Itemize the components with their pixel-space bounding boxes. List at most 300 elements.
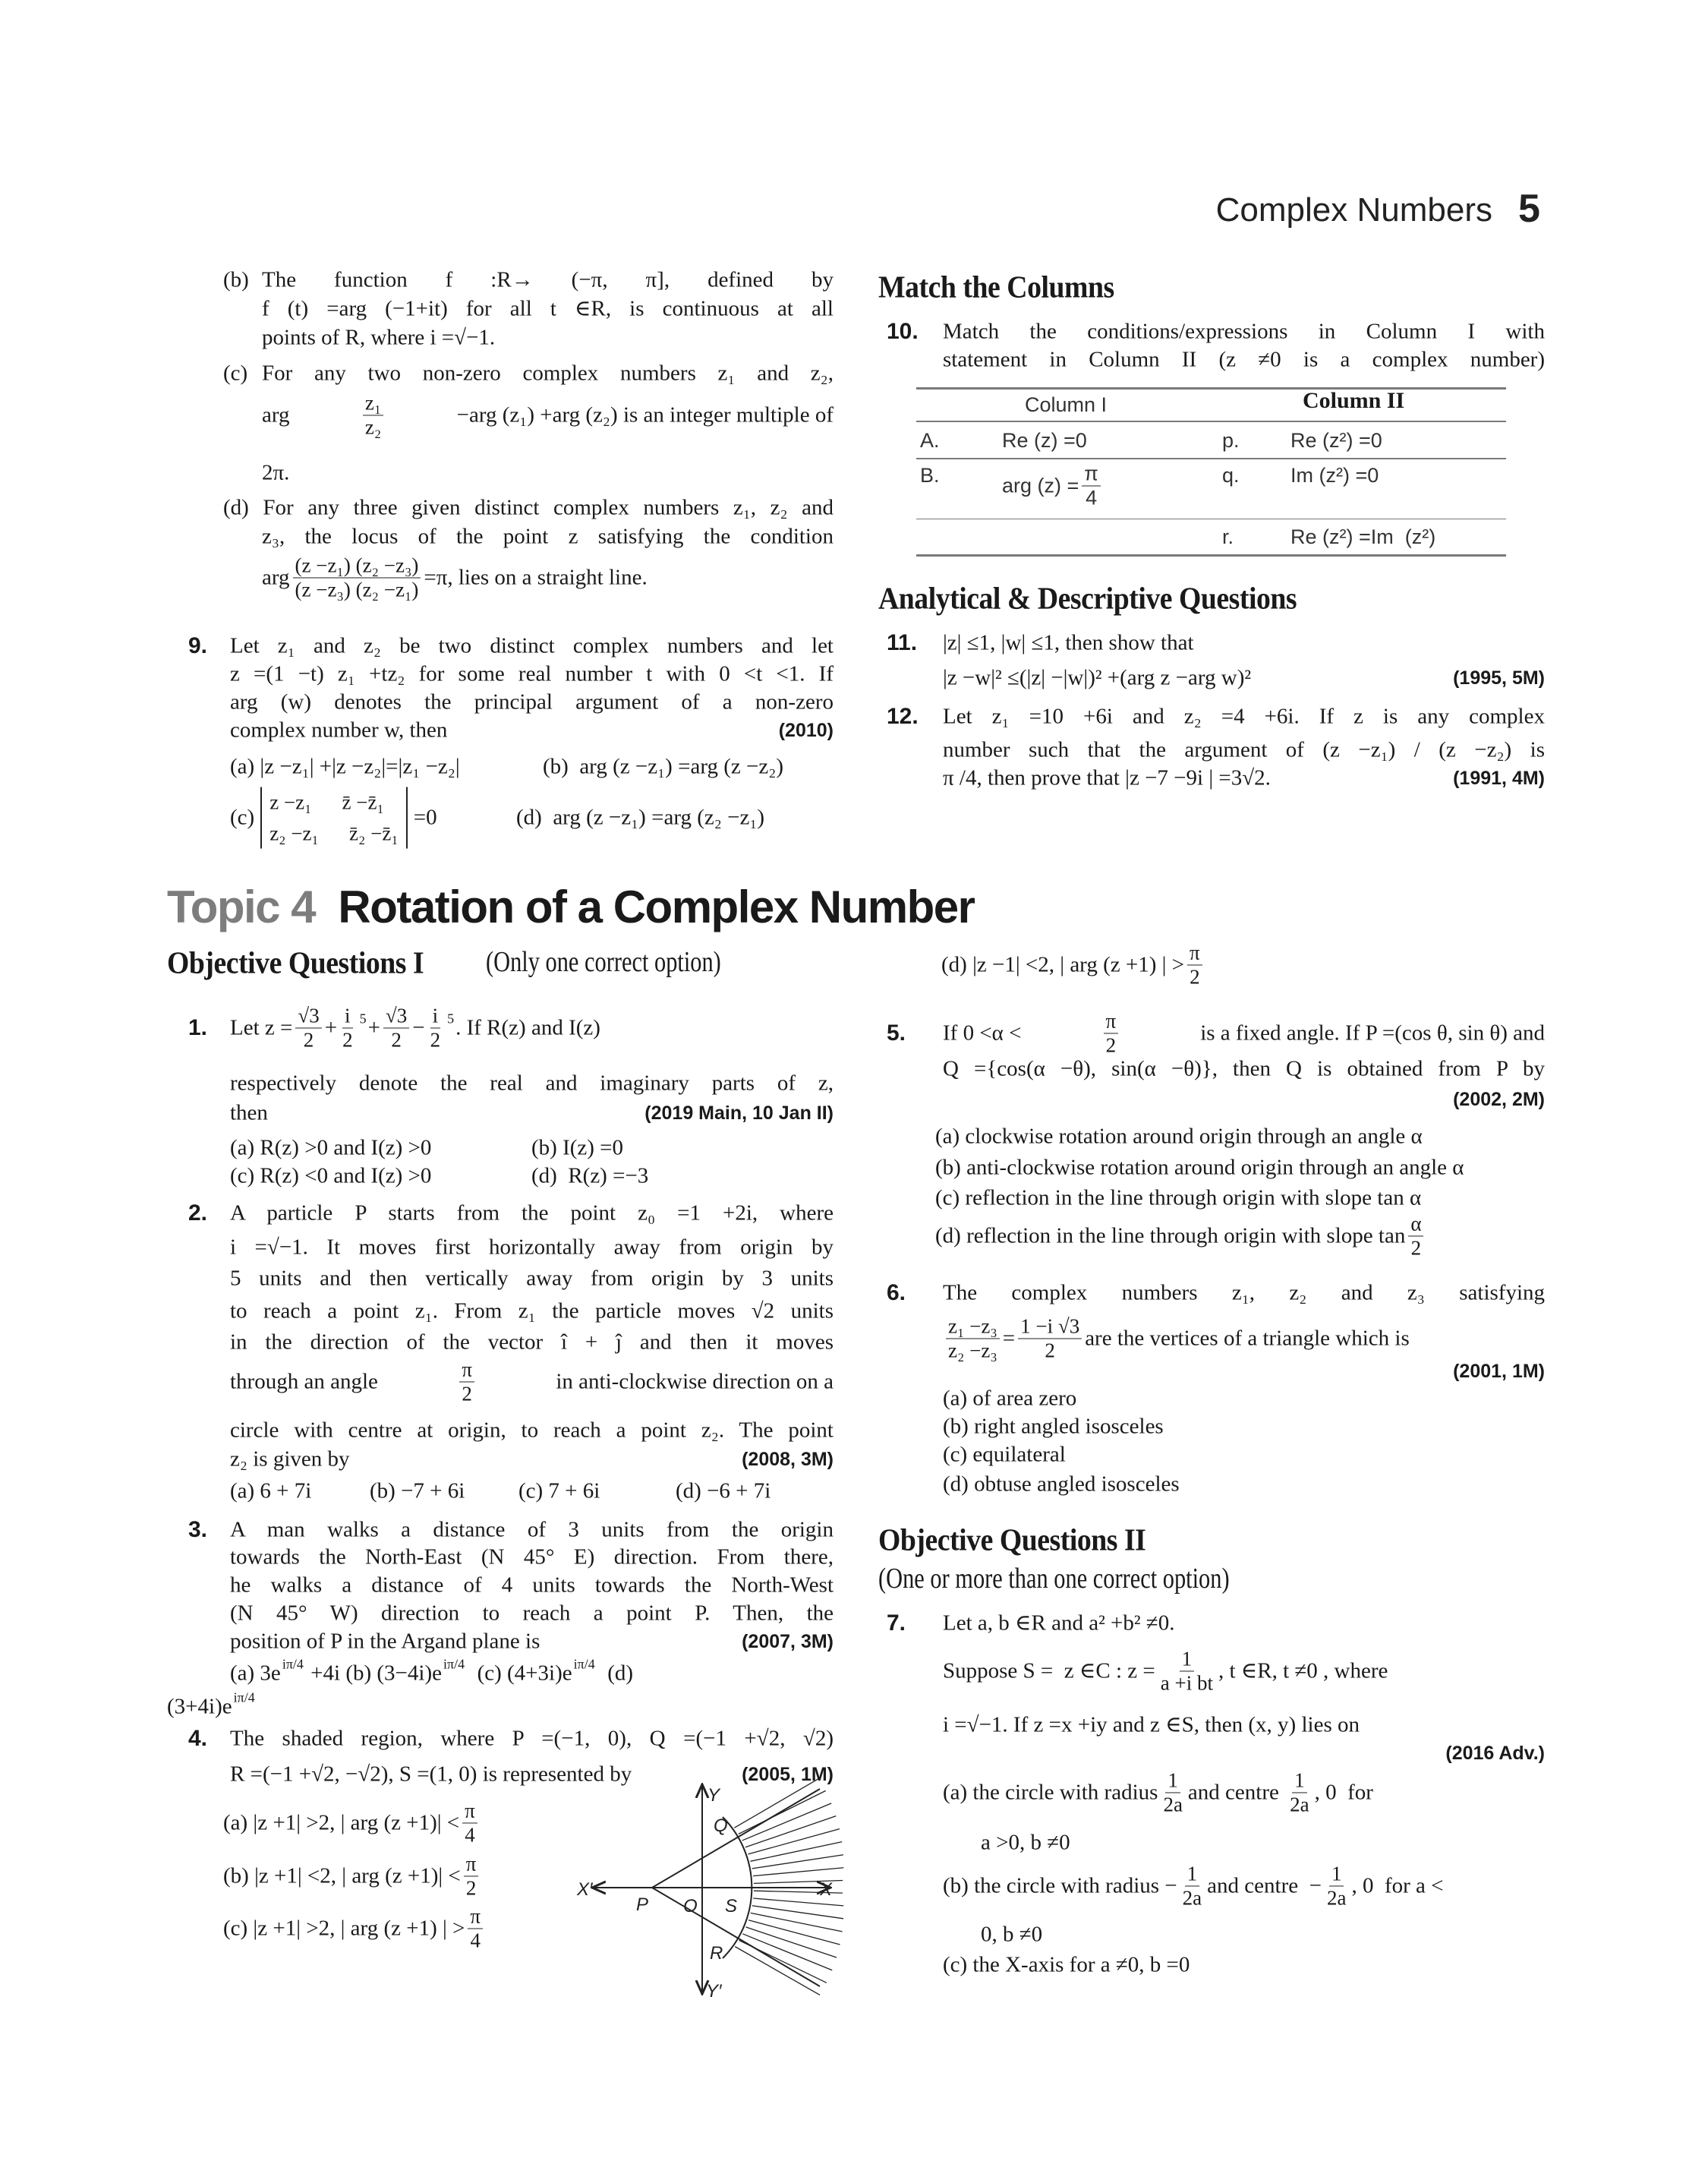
obj1-subtitle: (Only one correct option) (486, 946, 721, 979)
q8-c_den: z₂ (364, 415, 382, 439)
q8-c_l3-line (262, 460, 289, 487)
q8-d_arg-line (262, 554, 648, 601)
q3-l2: towards the North-East (N 45° E) direction. From there, (230, 1544, 834, 1569)
q9-l3: arg (w) denotes the principal argument of a non-zero (230, 689, 834, 715)
q10-col1-line (1025, 393, 1107, 417)
obj1-title-line (167, 944, 424, 981)
q9-opt_d-line (516, 805, 764, 831)
q7-opt_c-line (943, 1952, 1190, 1979)
q5-l1a-line (943, 1009, 1545, 1057)
ray-PQ (652, 1789, 820, 1888)
q3-source: (2007, 3M) (742, 1631, 834, 1652)
q12-source: (1991, 4M) (1453, 768, 1545, 789)
q10-num: 10. (887, 319, 919, 344)
q7-num: 7. (887, 1610, 906, 1636)
q10-rows-0-opt: p. (1222, 428, 1240, 452)
q3-l5-line (230, 1629, 540, 1655)
q4-source: (2005, 1M) (742, 1764, 834, 1785)
q1-l3-line (230, 1100, 268, 1127)
obj2-subtitle: (One or more than one correct option) (878, 1563, 1230, 1595)
q1-let: Let z = (230, 1015, 293, 1040)
q7-opt_c: (c) the X-axis for a ≠0, b =0 (943, 1952, 1190, 1977)
q1-l2: respectively denote the real and imaginary parts of z, (230, 1071, 834, 1096)
q1-opt_a-line (230, 1135, 431, 1162)
q8-c_arg: arg (262, 402, 290, 427)
q7-opt_b3: , 0 for a < (1351, 1873, 1444, 1898)
q7-l3-line (943, 1712, 1360, 1739)
fraction (464, 1852, 479, 1900)
q8-b_l1-line (262, 267, 834, 294)
q5-l2: Q ={cos(α −θ), sin(α −θ)}, then Q is obtained from P by (943, 1056, 1545, 1081)
q9-source: (2010) (778, 720, 834, 741)
q10-rows-1-stmt: Im (z²) =0 (1290, 463, 1379, 487)
q12-l3-line (943, 765, 1271, 792)
q4-pi: π (1187, 941, 1202, 965)
q4-opt_d-line (941, 941, 1205, 989)
q4-num: 4. (188, 1726, 208, 1751)
q2-l6a: through an angle (230, 1369, 378, 1394)
q10-rows-0-expr-line (1002, 428, 1087, 453)
q2-opt_b-line (370, 1478, 465, 1505)
q3-l2-line (230, 1544, 834, 1571)
q1-f4d: 2 (430, 1028, 441, 1052)
q10-rows-1-expr-line (1002, 462, 1104, 509)
q8-d_l2-line (262, 524, 834, 550)
q6-opt_a: (a) of area zero (943, 1386, 1077, 1411)
fraction (363, 391, 383, 439)
q5-l1n: π (1104, 1009, 1119, 1033)
q7-source-line (1445, 1742, 1545, 1765)
q6-l2: are the vertices of a triangle which is (1085, 1326, 1410, 1351)
det-equals: =0 (413, 805, 437, 830)
q3-l5: position of P in the Argand plane is (230, 1629, 540, 1654)
q9-l4: complex number w, then (230, 718, 448, 743)
q3-opt_a-line (230, 1656, 634, 1687)
q1-opt_a: (a) R(z) >0 and I(z) >0 (230, 1135, 432, 1160)
q2-num: 2. (188, 1200, 208, 1226)
q6-eq: = (1002, 1326, 1016, 1351)
fraction (1104, 1009, 1119, 1057)
fraction (459, 1358, 474, 1405)
q7-num-line (887, 1610, 906, 1637)
q7-l3: i =√−1. If z =x +iy and z ∈S, then (x, y) lies on (943, 1712, 1360, 1737)
q2-num-line (188, 1200, 207, 1227)
q1-l3: then (230, 1100, 268, 1125)
q10-col2: Column II (1303, 388, 1405, 413)
q8-b_l2-line (262, 296, 834, 323)
topic-number: Topic 4 (167, 882, 316, 932)
q1-opt_b: (b) I(z) =0 (531, 1135, 624, 1160)
q8-b_l3-line (262, 325, 495, 352)
label-P: P (636, 1894, 649, 1915)
q11-source: (1995, 5M) (1453, 667, 1545, 689)
q12-l1-line (943, 704, 1545, 730)
fraction (1158, 1647, 1215, 1695)
q10-l2-line (943, 347, 1545, 374)
fraction (383, 1004, 409, 1052)
q10-rows-0-stmt-line (1290, 428, 1382, 453)
q9-num: 9. (188, 633, 208, 658)
q6-opt_d: (d) obtuse angled isosceles (943, 1472, 1180, 1497)
q1-opt_d-line (531, 1163, 648, 1190)
q2-l8-line (230, 1446, 350, 1473)
q7-l1-line (943, 1610, 1174, 1637)
fraction (293, 554, 421, 601)
q5-num-line (887, 1020, 906, 1047)
hatch-line (734, 1778, 818, 1828)
q8-b_l1: The function f :R→ (−π, π], defined by (262, 267, 834, 292)
q2-l5-line (230, 1330, 834, 1356)
q7-fn: 1 (1329, 1862, 1344, 1886)
q1-let-line (230, 1004, 600, 1052)
q11-num: 11. (887, 630, 918, 655)
q7-opt_a4-line (981, 1830, 1070, 1856)
q4-opt_d: (d) |z −1| <2, | arg (z +1) | > (941, 952, 1185, 977)
q5-source: (2002, 2M) (1453, 1089, 1545, 1110)
q1-l2-line (230, 1071, 834, 1097)
analytical-title-line (878, 579, 1297, 617)
q7-fn: 1 (1165, 1768, 1180, 1793)
label-X-prime: X′ (577, 1879, 593, 1900)
fraction (946, 1314, 1000, 1362)
obj2-title: Objective Questions II (878, 1522, 1146, 1557)
q9-opt_d: (d) arg (z −z₁) =arg (z₂ −z₁) (516, 805, 765, 830)
fraction (1082, 462, 1101, 509)
q8-c_rest: −arg (z₁) +arg (z₂) is an integer multiple of (456, 402, 834, 427)
hatch-line (751, 1913, 843, 1932)
q9-l2: z =(1 −t) z₁ +tz₂ for some real number t with 0 <t <1. If (230, 661, 834, 686)
q8-b_l2: f (t) =arg (−1+it) for all t ∈R, is continuous at all (262, 296, 834, 321)
q1-opt_b-line (531, 1135, 623, 1162)
q6-source: (2001, 1M) (1453, 1361, 1545, 1382)
q11-l1: |z| ≤1, |w| ≤1, then show that (943, 630, 1194, 655)
fraction (295, 1004, 321, 1052)
q7-opt_b2: and centre − (1207, 1873, 1322, 1898)
q2-opt_d: (d) −6 + 7i (676, 1478, 771, 1503)
q6-f1d: z₂ −z₃ (948, 1339, 997, 1362)
q10-rows-1-key-line (920, 463, 940, 487)
q8-d_rest: =π, lies on a straight line. (424, 565, 648, 590)
hatch-line (752, 1855, 843, 1869)
det-cell: z₂ −z₁ (269, 822, 319, 844)
q3-num: 3. (188, 1517, 208, 1542)
det-cell: z −z₁ (269, 790, 312, 814)
q1-plus2: + (367, 1015, 380, 1040)
label-X: X (820, 1879, 833, 1900)
q2-source: (2008, 3M) (742, 1449, 834, 1470)
q12-num-line (887, 703, 919, 730)
q12-source-line (1453, 767, 1545, 790)
q4-l1-line (230, 1726, 834, 1752)
hatch-line (735, 1947, 820, 1995)
q3-l4-line (230, 1601, 834, 1627)
q3-opt_a: (a) 3e (230, 1661, 281, 1686)
q8-b_l3: points of R, where i =√−1. (262, 325, 496, 350)
q6-opt_c: (c) equilateral (943, 1442, 1066, 1467)
q7-l2a-line (943, 1647, 1388, 1695)
q3-num-line (188, 1516, 207, 1544)
q10-rows-1-key: B. (920, 463, 940, 487)
q6-num-line (887, 1279, 906, 1307)
q5-opt_b-line (935, 1155, 1464, 1181)
q4-pi: π (468, 1904, 483, 1929)
q4-pi: π (464, 1852, 479, 1876)
q7-l2b: , t ∈R, t ≠0 , where (1218, 1658, 1388, 1683)
q3-l3-line (230, 1573, 834, 1599)
q11-l1-line (943, 630, 1194, 657)
q3-opt_c: (c) (4+3i)e (466, 1661, 572, 1686)
q4-opt_c: (c) |z +1| >2, | arg (z +1) | > (223, 1916, 465, 1941)
q2-l4: to reach a point z₁. From z₁ the particle moves √2 units (230, 1298, 834, 1323)
q1-source: (2019 Main, 10 Jan II) (644, 1103, 834, 1124)
q10-col1: Column I (1025, 393, 1108, 416)
q12-num: 12. (887, 704, 919, 729)
fraction (1408, 1212, 1423, 1260)
q5-opt_b: (b) anti-clockwise rotation around origin through an angle α (935, 1155, 1464, 1180)
q10-rows-2-opt: r. (1222, 525, 1234, 548)
q10-rows-1-expr_den: 4 (1086, 486, 1098, 509)
q2-l2-line (230, 1235, 834, 1261)
q10-l2: statement in Column II (z ≠0 is a complex number) (943, 347, 1545, 372)
q6-opt_b-line (943, 1414, 1164, 1440)
q10-rows-1-expr: arg (z) = (1002, 474, 1079, 497)
q1-pow: 5 (359, 1011, 367, 1027)
q6-source-line (1453, 1360, 1545, 1383)
q7-opt_a1-line (943, 1768, 1373, 1816)
q7-opt_a1: (a) the circle with radius (943, 1780, 1158, 1805)
q2-l8: z₂ is given by (230, 1446, 350, 1472)
q3-l1: A man walks a distance of 3 units from the origin (230, 1517, 834, 1542)
q7-fd: 2a (1326, 1886, 1347, 1910)
q6-l1-line (943, 1280, 1545, 1307)
q5-l1b: is a fixed angle. If P =(cos θ, sin θ) and (1200, 1021, 1545, 1046)
q1-f2d: 2 (342, 1028, 353, 1052)
q9-l4-line (230, 718, 447, 744)
q7-fn: 1 (1292, 1768, 1307, 1793)
q2-l6d: 2 (462, 1382, 472, 1405)
q6-opt_d-line (943, 1472, 1180, 1498)
fraction (1180, 1862, 1204, 1910)
q4-num-line (188, 1725, 207, 1752)
q8-d_num: (z −z₁) (z₂ −z₃) (293, 554, 421, 578)
q10-rows-2-stmt-line (1290, 525, 1435, 549)
q7-fd: 2a (1290, 1793, 1309, 1816)
q4-source-line (742, 1763, 834, 1786)
q9-opt_a-line (230, 754, 460, 781)
q2-l7-line (230, 1418, 834, 1444)
q9-opt_b-line (543, 754, 783, 781)
q8-d_l1: (d) For any three given distinct complex numbers z₁, z₂ and (223, 495, 834, 520)
q10-rows-2-opt-line (1222, 525, 1234, 549)
q1-f3d: 2 (391, 1028, 402, 1052)
q2-l3: 5 units and then vertically away from origin by 3 units (230, 1266, 834, 1291)
q10-l1: Match the conditions/expressions in Column I with (943, 319, 1545, 344)
q10-rows-0-key-line (920, 428, 940, 453)
hatch-line (750, 1842, 842, 1862)
q9-l3-line (230, 689, 834, 716)
q8-d_l2: z₃, the locus of the point z satisfying the condition (262, 524, 834, 549)
det-cell: z̄ −z̄₁ (342, 790, 384, 814)
q8-c_label: (c) (223, 361, 248, 386)
q10-rows-1-opt: q. (1222, 463, 1240, 487)
q1-plus1: + (324, 1015, 338, 1040)
q8-d_l1-line (223, 495, 834, 522)
q5-opt_c: (c) reflection in the line through origin with slope tan α (935, 1185, 1422, 1210)
q7-l1: Let a, b ∈R and a² +b² ≠0. (943, 1610, 1175, 1636)
q1-f2n: i (342, 1004, 353, 1028)
q2-opt_a-line (230, 1478, 311, 1505)
q4-two: 2 (1190, 965, 1200, 989)
label-S: S (725, 1896, 738, 1916)
q3-opt_d: (d) (596, 1661, 634, 1686)
fraction (468, 1904, 483, 1952)
q5-num: 5. (887, 1021, 906, 1046)
label-Y: Y (707, 1785, 720, 1806)
q1-source-line (644, 1102, 834, 1125)
running-header-title: Complex Numbers (1215, 191, 1492, 229)
q2-l1-line (230, 1200, 834, 1227)
q9-l1-line (230, 633, 834, 660)
q12-l3: π /4, then prove that |z −7 −9i | =3√2. (943, 765, 1271, 790)
q3-opt_d2: (3+4i)e (167, 1694, 232, 1719)
q3-exp: iπ/4 (233, 1689, 255, 1705)
q1-num-line (188, 1014, 207, 1042)
q6-f1n: z₁ −z₃ (946, 1314, 1000, 1339)
q7-l2d: a +i bt (1160, 1671, 1213, 1695)
option-label: (c) (230, 805, 255, 830)
q11-num-line (887, 629, 917, 657)
q7-opt_a2: and centre (1187, 1780, 1285, 1805)
q8-c_label-line (223, 361, 247, 387)
q2-l2: i =√−1. It moves first horizontally away from origin by (230, 1235, 834, 1260)
q3-exp: iπ/4 (443, 1656, 465, 1672)
q2-opt_c: (c) 7 + 6i (518, 1478, 600, 1503)
q2-l1: A particle P starts from the point z₀ =1 +2i, where (230, 1200, 834, 1226)
q1-pow: 5 (447, 1011, 455, 1027)
q2-opt_d-line (676, 1478, 770, 1505)
q3-source-line (742, 1630, 834, 1653)
q11-source-line (1453, 667, 1545, 689)
q6-num: 6. (887, 1280, 906, 1305)
q6-f2n: 1 −i √3 (1018, 1314, 1082, 1339)
q5-l2-line (943, 1056, 1545, 1083)
q7-opt_b1-line (943, 1862, 1444, 1910)
q3-exp: iπ/4 (573, 1656, 595, 1672)
q10-rows-1-opt-line (1222, 463, 1240, 487)
q1-minus: − (412, 1015, 425, 1040)
q2-l6a-line (230, 1358, 834, 1405)
q1-f4n: i (430, 1004, 441, 1028)
q4-opt_b-line (223, 1852, 481, 1900)
fraction (462, 1799, 477, 1847)
q2-l7: circle with centre at origin, to reach a point z₂. The point (230, 1418, 834, 1443)
q4-four: 4 (470, 1929, 481, 1952)
q10-rows-1-stmt-line (1290, 463, 1379, 487)
match-title-line (878, 268, 1114, 305)
fraction (1287, 1768, 1311, 1816)
q9-source-line (779, 719, 834, 742)
q5-opt_c-line (935, 1185, 1421, 1212)
q1-f1d: 2 (303, 1028, 314, 1052)
q2-opt_c-line (518, 1478, 600, 1505)
hatch-line (752, 1906, 843, 1919)
q4-opt_c-line (223, 1904, 486, 1952)
q6-eq-line (943, 1314, 1410, 1362)
q7-fn: 1 (1185, 1862, 1200, 1886)
q8-d_den: (z −z₃) (z₂ −z₁) (295, 578, 419, 601)
q1-f3n: √3 (383, 1004, 409, 1028)
q4-l2: R =(−1 +√2, −√2), S =(1, 0) is represented by (230, 1762, 632, 1787)
q12-l2-line (943, 737, 1545, 764)
label-Y-prime: Y′ (706, 1981, 722, 2002)
q2-l4-line (230, 1298, 834, 1325)
label-O: O (683, 1896, 698, 1916)
q5-opt_a-line (935, 1124, 1423, 1150)
q8-c_arg-line (262, 391, 834, 439)
q7-l2n: 1 (1180, 1647, 1195, 1671)
q10-rows-1-expr_num: π (1082, 462, 1101, 486)
page-number: 5 (1518, 187, 1540, 231)
q7-opt_a4: a >0, b ≠0 (981, 1830, 1070, 1855)
q4-opt_a: (a) |z +1| >2, | arg (z +1)| < (223, 1810, 460, 1835)
q6-f2d: 2 (1045, 1339, 1055, 1362)
q4-opt_b: (b) |z +1| <2, | arg (z +1)| < (223, 1863, 461, 1888)
obj1-title: Objective Questions I (167, 945, 424, 980)
q1-tail: . If R(z) and I(z) (455, 1015, 600, 1040)
fraction (340, 1004, 355, 1052)
obj2-title-line (878, 1521, 1145, 1558)
q4-four: 4 (465, 1823, 475, 1847)
q1-opt_c-line (230, 1163, 431, 1190)
q2-source-line (742, 1448, 834, 1471)
q10-rows-0-opt-line (1222, 428, 1240, 453)
q3-l1-line (230, 1517, 834, 1544)
q9-opt_a: (a) |z −z₁| +|z −z₂|=|z₁ −z₂| (230, 754, 460, 779)
fraction (1325, 1862, 1348, 1910)
q10-num-line (887, 318, 919, 345)
q7-fd: 2a (1182, 1886, 1202, 1910)
q5-opt_d: (d) reflection in the line through origin with slope tan (935, 1223, 1406, 1248)
q5-source-line (1453, 1088, 1545, 1111)
q10-rows-0-key: A. (920, 428, 940, 452)
q10-rows-0-expr: Re (z) =0 (1002, 428, 1087, 452)
q1-num: 1. (188, 1015, 208, 1040)
topic-title: Rotation of a Complex Number (338, 882, 975, 932)
q3-exp: iπ/4 (282, 1656, 304, 1672)
label-R: R (710, 1943, 723, 1964)
q9-l2-line (230, 661, 834, 688)
q1-f1n: √3 (295, 1004, 321, 1028)
q10-col2-line (1303, 387, 1404, 415)
q7-source: (2016 Adv.) (1445, 1743, 1545, 1764)
q3-opt_a2: +4i (b) (3−4i)e (304, 1661, 442, 1686)
q2-l3-line (230, 1266, 834, 1292)
q8-c_l1-line (262, 361, 834, 387)
q8-d_arg: arg (262, 565, 290, 590)
q8-c_l3: 2π. (262, 460, 290, 485)
q4-l1: The shaded region, where P =(−1, 0), Q =(−1 +√2, √2) (230, 1726, 834, 1751)
fraction (1187, 941, 1202, 989)
q4-opt_a-line (223, 1799, 481, 1847)
q5-l1d: 2 (1105, 1033, 1117, 1057)
q11-l2-line (943, 665, 1251, 692)
hatch-line (753, 1868, 843, 1876)
q5-opt_d_d: 2 (1410, 1236, 1422, 1260)
q12-l2: number such that the argument of (z −z₁) / (z −z₂) is (943, 737, 1545, 762)
q8-b_label-line (223, 267, 249, 294)
fraction (1161, 1768, 1184, 1816)
q10-l1-line (943, 319, 1545, 345)
